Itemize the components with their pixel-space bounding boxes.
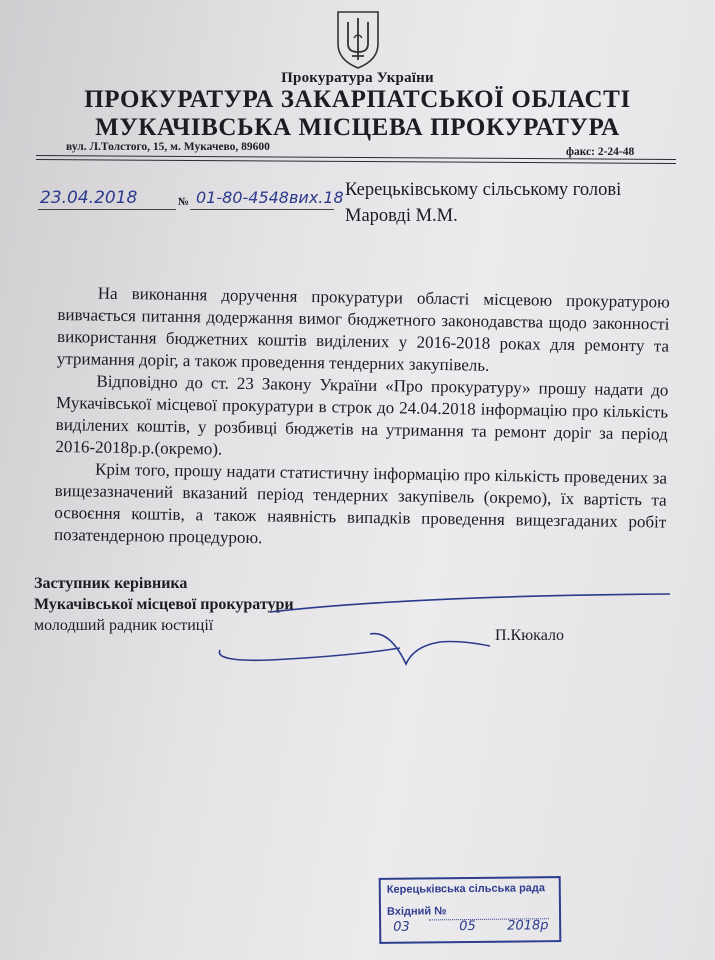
signer-position: Заступник керівника	[34, 575, 188, 592]
org-title-region: ПРОКУРАТУРА ЗАКАРПАТСЬКОЇ ОБЛАСТІ	[84, 86, 631, 113]
number-label: №	[178, 196, 190, 208]
handwritten-signature	[210, 590, 680, 670]
org-title-local: МУКАЧІВСЬКА МІСЦЕВА ПРОКУРАТУРА	[95, 114, 620, 141]
number-underline	[190, 209, 334, 210]
stamp-day: 03	[393, 919, 410, 935]
paragraph-2: Відповідно до ст. 23 Закону України «Про прокуратуру» прошу надати до Мукачівської місцевої прокуратури в строк до 24.04.2018 інформацію про кількість виділених коштів, у розбивці бюджетів на утримання та ремонт доріг за період 2016-2018р.р.(окремо).	[55, 371, 669, 459]
registration-date: 23.04.2018	[40, 188, 138, 208]
paragraph-1: На виконання доручення прокуратури області місцевою прокуратурою вивчається питання додержання вимог бюджетного законодавства щодо законності використання бюджетних коштів виділених у 2016-2018 роках для ремонту та утримання доріг, а також проведення тендерних закупівель.	[56, 283, 670, 375]
letter-body	[54, 282, 670, 556]
recipient-name: Маровді М.М.	[345, 206, 458, 226]
org-fax: факс: 2-24-48	[566, 146, 635, 158]
org-address: вул. Л.Толстого, 15, м. Мукачево, 89600	[66, 141, 270, 153]
paragraph-3: Крім того, прошу надати статистичну інформацію про кількість проведених за вищезазначений вказаний період тендерних закупівель (окремо), їх вартість та освоєння коштів, а також наявність випадків проведення вищезгаданих робіт позатендерною процедурою.	[53, 459, 668, 548]
parent-org: Прокуратура України	[281, 70, 434, 86]
signer-rank: молодший радник юстиції	[34, 617, 214, 634]
incoming-stamp	[379, 876, 562, 944]
stamp-incoming-label: Вхідний №	[386, 905, 447, 918]
stamp-month: 05	[459, 918, 476, 935]
date-underline	[38, 209, 176, 210]
signer-office: Мукачівської місцевої прокуратури	[34, 596, 294, 613]
stamp-title: Керецьківська сільська рада	[386, 882, 546, 896]
signer-name: П.Кюкало	[495, 627, 564, 644]
header-rule-thin	[36, 159, 676, 164]
coat-of-arms-icon	[334, 8, 382, 70]
recipient-title: Керецьківському сільському голові	[345, 180, 622, 200]
registration-number: 01-80-4548вих.18	[196, 188, 344, 207]
stamp-year: 2018р	[507, 918, 549, 934]
